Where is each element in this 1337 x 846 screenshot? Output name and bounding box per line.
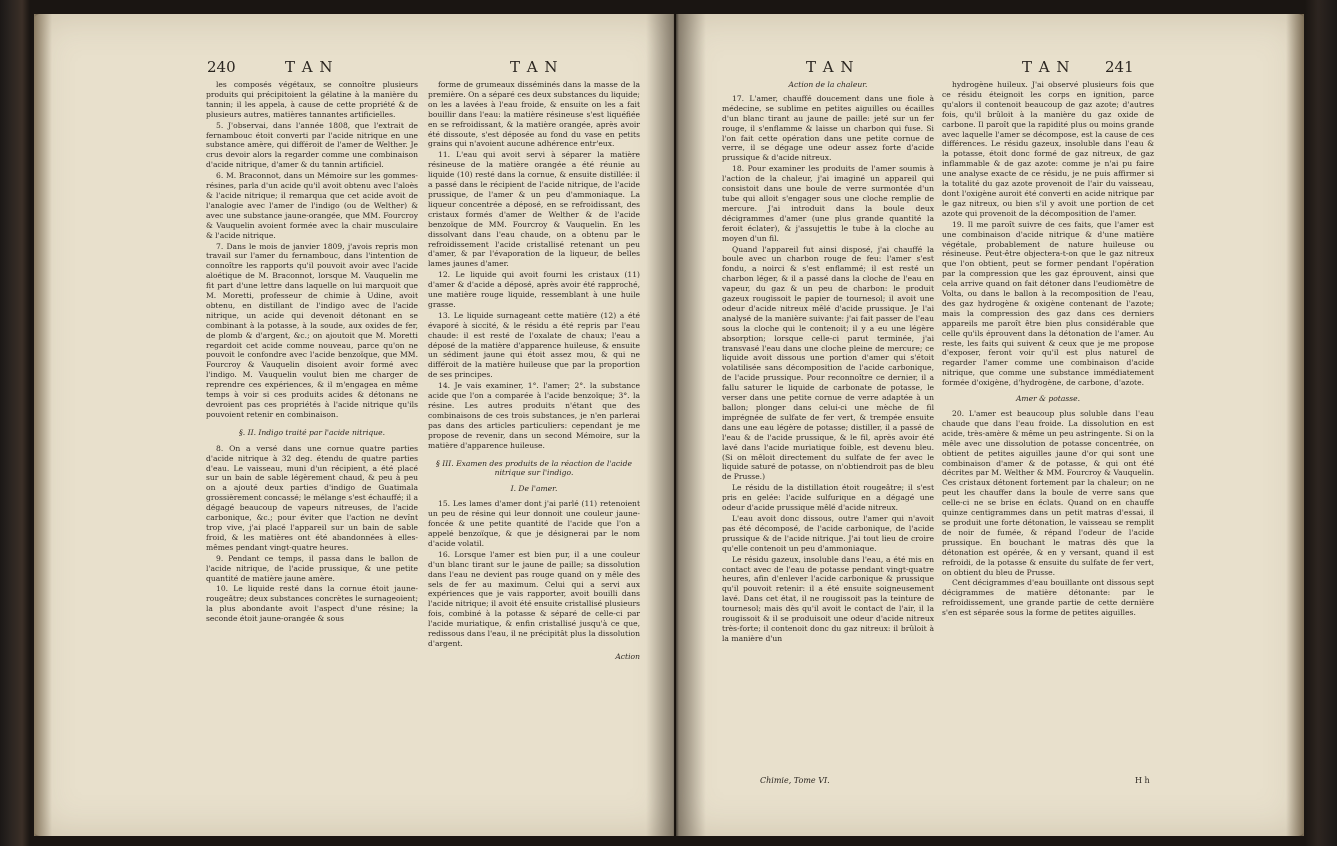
paragraph: 16. Lorsque l'amer est bien pur, il a une couleur d'un blanc tirant sur le jaune de paille; sa dissolution dans l'eau ne devient pas rouge quand on y mêle des sels de fer au maximum. Celui qui a servi aux expériences que je vais rapporter, avoit bouilli dans l'acide nitrique; il avoit été ensuite cristallisé plusieurs fois, combiné à la potasse & séparé de celle-ci par l'acide muriatique, & enfin cristallisé jusqu'à ce que, redissous dans l'eau, il ne précipitât plus la dissolution d'argent. — [428, 549, 641, 648]
paragraph: 18. Pour examiner les produits de l'amer soumis à l'action de la chaleur, j'ai imaginé un appareil qui consistoit dans une boule de verre surmontée d'un tube qui alloit s'engager sous une cloche remplie de mercure. J'ai introduit dans la boule deux décigrammes d'amer (une plus grande quantité la feroit éclater), & j'assujettis le tube à la cloche au moyen d'un fil. — [722, 164, 934, 243]
section-heading: § III. Examen des produits de la réaction de l'acide nitrique sur l'indigo. — [436, 458, 632, 478]
signature-mark: H h — [1135, 776, 1150, 785]
paragraph: 7. Dans le mois de janvier 1809, j'avois repris mon travail sur l'amer du fernambouc, dans l'intention de connoître les rapports qu'il pouvoit avoir avec l'acide aloétique de M. Braconnot, lorsque M. Vauquelin me fit part d'une lettre dans laquelle on lui marquoit que M. Moretti, professeur de chimie à Udine, avoit obtenu, en distillant de l'indigo avec de l'acide nitrique, un acide qui devenoit détonant en se combinant à la potasse, à la soude, aux oxides de fer, de plomb & d'argent, &c.; on ajoutoit que M. Moretti regardoit cet acide comme nouveau, parce qu'on ne pouvoit le confondre avec l'acide benzoïque, que MM. Fourcroy & Vauquelin disoient avoir formé avec l'indigo. M. Vauquelin voulut bien me charger de reprendre ces expériences, & il m'engagea en même temps à voir si ces produits acides & détonans ne devroient pas ces propriétés à l'acide nitrique qu'ils pouvoient retenir en combinaison. — [206, 241, 418, 419]
paragraph: 12. Le liquide qui avoit fourni les cristaux (11) d'amer & d'acide a déposé, après avoir été rapproché, une matière rouge liquide, ressemblant à une huile grasse. — [428, 270, 640, 309]
left-column-2 — [428, 80, 640, 662]
right-column-1 — [722, 80, 934, 645]
paragraph: L'eau avoit donc dissous, outre l'amer qui n'avoit pas été décomposé, de l'acide carbonique, de l'acide prussique & de l'acide nitrique. J'ai tout lieu de croire qu'elle contenoit un peu d'ammoniaque. — [722, 513, 934, 553]
right-column-head: T A N — [806, 58, 855, 76]
left-page-edge — [34, 14, 52, 836]
right-running-head: T A N — [1022, 58, 1071, 76]
paragraph: forme de grumeaux disséminés dans la masse de la première. On a séparé ces deux substances du liquide; on les a lavées à l'eau froide, & ensuite on les a fait bouillir dans l'eau: la matière résineuse s'est liquéfiée en se refroidissant, & la matière orangée, après avoir été dissoute, s'est déposée au fond du vase en petits grains qui n'avoient aucune adhérence entr'eux. — [428, 80, 640, 149]
paragraph: 13. Le liquide surnageant cette matière (12) a été évaporé à siccité, & le résidu a été repris par l'eau chaude: il est resté de l'oxalate de chaux; l'eau a déposé de la matière d'apparence huileuse, & ensuite un sédiment jaune qui étoit assez mou, & qui ne différoit de la matière huileuse que par la proportion de ses principes. — [428, 310, 640, 380]
subsection-heading: Amer & potasse. — [1015, 394, 1081, 404]
right-page-number: 241 — [1105, 58, 1134, 76]
paragraph: 10. Le liquide resté dans la cornue étoit jaune-rougeâtre; deux substances concrètes le surnageoient; la plus abondante avoit l'aspect d'une résine; la seconde étoit jaune-orangée & sous — [206, 584, 418, 624]
subsection-heading: I. De l'amer. — [510, 484, 558, 494]
paragraph: 14. Je vais examiner, 1°. l'amer; 2°. la substance acide que l'on a comparée à l'acide benzoïque; 3°. la résine. Les autres produits n'étant que des combinaisons de ces trois substances, je n'en parlerai pas dans des articles particuliers: cependant je me propose de revenir, dans un second Mémoire, sur la matière d'apparence huileuse. — [428, 381, 640, 450]
right-page-edge — [1286, 14, 1304, 836]
paragraph: 5. J'observai, dans l'année 1808, que l'extrait de fernambouc étoit converti par l'acide nitrique en une substance amère, qui différoit de l'amer de Welther. Je crus devoir alors la regarder comme une combinaison d'acide nitrique, d'amer & du tannin artificiel. — [206, 120, 418, 170]
paragraph: 20. L'amer est beaucoup plus soluble dans l'eau chaude que dans l'eau froide. La dissolution en est acide, très-amère & même un peu astringente. Si on la mêle avec une dissolution de potasse concentrée, on obtient de petites aiguilles jaune d'or qui sont une combinaison d'amer & de potasse, & qui ont été décrites par M. Welther & MM. Fourcroy & Vauquelin. Ces cristaux détonent fortement par la chaleur; on ne peut les chauffer dans la boule de verre sans que celle-ci ne se brise en éclats. Quand on en chauffe quinze centigrammes dans un petit matras d'essai, il se produit une forte détonation, le vaisseau se remplit de noir de fumée, & répand l'odeur de l'acide prussique. En bouchant le matras dès que la détonation est opérée, & en y versant, quand il est refroidi, de la potasse & ensuite du sulfate de fer vert, on obtient du bleu de Prusse. — [942, 409, 1154, 577]
paragraph: Le résidu de la distillation étoit rougeâtre; il s'est pris en gelée: l'acide sulfurique en a dégagé une odeur d'acide prussique mêlé d'acide nitreux. — [722, 483, 934, 513]
paragraph: 19. Il me paroît suivre de ces faits, que l'amer est une combinaison d'acide nitrique & d'une matière végétale, probablement de nature huileuse ou résineuse. Peut-être objectera-t-on que le gaz nitreux que l'on obtient, peut se former pendant l'opération par la compression que les gaz éprouvent, ainsi que cela arrive quand on fait détoner dans l'eudiomètre de Volta, ou dans le ballon à la recomposition de l'eau, des gaz hydrogène & oxigène contenant de l'azote; mais la compression des gaz dans ces derniers appareils me paroît être bien plus considérable que celle qu'ils éprouvent dans la détonation de l'amer. Au reste, les faits qui suivent & ceux que je me propose d'exposer, feront voir qu'il est plus naturel de regarder l'amer comme une combinaison d'acide nitrique, que comme une substance immédiatement formée d'oxigène, d'hydrogène, de carbone, d'azote. — [942, 219, 1154, 388]
paragraph: 17. L'amer, chauffé doucement dans une fiole à médecine, se sublime en petites aiguilles ou écailles d'un blanc tirant au jaune de paille: jeté sur un fer rouge, il s'enflamme & laisse un charbon qui fuse. Si l'on fait cette opération dans une petite cornue de verre, il se dégage une odeur assez forte d'acide prussique & d'acide nitreux. — [722, 93, 934, 163]
signature-line: Chimie, Tome VI. — [760, 776, 830, 785]
catchword: Action — [615, 651, 640, 661]
left-page-number: 240 — [207, 58, 236, 76]
paragraph: Cent décigrammes d'eau bouillante ont dissous sept décigrammes de matière détonante: par le refroidissement, une grande partie de cette dernière s'en est séparée sous la forme de petites aiguilles. — [942, 578, 1154, 618]
paragraph: 15. Les lames d'amer dont j'ai parlé (11) retenoient un peu de résine qui leur donnoit une couleur jaune-foncée & une petite quantité de l'acide que l'on a appelé benzoïque, & que je désignerai par le nom d'acide volatil. — [428, 499, 640, 548]
left-column-head: T A N — [510, 58, 559, 76]
paragraph: 6. M. Braconnot, dans un Mémoire sur les gommes-résines, parla d'un acide qu'il avoit obtenu avec l'aloès & l'acide nitrique; il remarqua que cet acide avoit de l'analogie avec l'amer de l'indigo (ou de Welther) & avec une substance jaune-orangée, que MM. Fourcroy & Vauquelin avoient formée avec la chair musculaire & l'acide nitrique. — [206, 171, 418, 240]
paragraph: 11. L'eau qui avoit servi à séparer la matière résineuse de la matière orangée a été réunie au liquide (10) resté dans la cornue, & ensuite distillée: il a passé dans le récipient de l'acide nitrique, de l'acide prussique, de l'amer & un peu d'ammoniaque. La liqueur concentrée a déposé, en se refroidissant, des cristaux formés d'amer de Welther & de l'acide benzoïque de MM. Fourcroy & Vauquelin. En les dissolvant dans l'eau chaude, on a obtenu par le refroidissement l'acide cristallisé retenant un peu d'amer, & par l'évaporation de la liqueur, de belles lames jaunes d'amer. — [428, 150, 640, 269]
left-running-head: T A N — [285, 58, 334, 76]
paragraph: Quand l'appareil fut ainsi disposé, j'ai chauffé la boule avec un charbon rouge de feu: l'amer s'est fondu, a noirci & s'est enflammé; il est resté un charbon léger, & il a passé dans la cloche de l'eau en vapeur, du gaz & un peu de charbon: le produit gazeux rougissoit le papier de tournesol; il avoit une odeur d'acide nitreux mêlé d'acide prussique. Je l'ai analysé de la manière suivante: j'ai fait passer de l'eau sous la cloche qui le contenoit; il y a eu une légère absorption; lorsque celle-ci parut terminée, j'ai transvasé l'eau dans une cloche pleine de mercure; ce liquide avoit dissous une portion d'amer qui s'étoit volatilisée sans décomposition de l'acide carbonique, de l'acide prussique. Pour reconnoître ce dernier, il a fallu saturer le liquide de carbonate de potasse, le verser dans une petite cornue de verre adaptée à un ballon; plonger dans celui-ci une mèche de fil imprégnée de sulfate de fer vert, & trempée ensuite dans une eau légère de potasse; distiller, il a passé de l'eau & de l'acide prussique, & le fil, après avoir été lavé dans l'acide muriatique foible, est devenu bleu. (Si on mêloit directement du sulfate de fer avec le liquide saturé de potasse, on n'obtiendroit pas de bleu de Prusse.) — [722, 244, 934, 482]
section-heading: Action de la chaleur. — [788, 80, 868, 89]
paragraph: 9. Pendant ce temps, il passa dans le ballon de l'acide nitrique, de l'acide prussique, & une petite quantité de matière jaune amère. — [206, 553, 418, 583]
paragraph: hydrogène huileux. J'ai observé plusieurs fois que ce résidu éteignoit les corps en ignition, parce qu'alors il contenoit beaucoup de gaz azote; d'autres fois, qu'il brûloit à la manière du gaz oxide de carbone. Il paroît que la rapidité plus ou moins grande avec laquelle l'amer se décompose, est la cause de ces différences. Le résidu gazeux, insoluble dans l'eau & la potasse, étoit donc formé de gaz nitreux, de gaz inflammable & de gaz azote: comme je n'ai pu faire une analyse exacte de ce résidu, je ne puis affirmer si la totalité du gaz azote provenoit de l'air du vaisseau, dont l'oxigène auroit été converti en acide nitrique par le gaz nitreux, ou bien s'il y avoit une portion de cet azote qui provenoit de la décomposition de l'amer. — [942, 80, 1154, 218]
paragraph: les composés végétaux, se connoître plusieurs produits qui précipitoient la gélatine à la manière du tannin; il les appela, à cause de cette propriété & de plusieurs autres, matières tannantes artificielles. — [206, 80, 418, 119]
paragraph: Le résidu gazeux, insoluble dans l'eau, a été mis en contact avec de l'eau de potasse pendant vingt-quatre heures, afin d'enlever l'acide carbonique & prussique qu'il pouvoit retenir: il a été ensuite soigneusement lavé. Dans cet état, il ne rougissoit pas la teinture de tournesol; mais dès qu'il avoit le contact de l'air, il la rougissoit & il se produisoit une odeur d'acide nitreux très-forte; il contenoit donc du gaz nitreux: il brûloit à la manière d'un — [722, 554, 934, 643]
section-heading: §. II. Indigo traité par l'acide nitrique. — [238, 427, 386, 437]
right-column-2 — [942, 80, 1154, 619]
left-column-1 — [206, 80, 418, 625]
paragraph: 8. On a versé dans une cornue quatre parties d'acide nitrique à 32 deg. étendu de quatre parties d'eau. Le vaisseau, muni d'un récipient, a été placé sur un bain de sable légèrement chaud, & peu à peu on a ajouté deux parties d'indigo de Guatimala grossièrement concassé; le mélange s'est échauffé; il a dégagé beaucoup de vapeurs nitreuses, de l'acide carbonique, &c.; pour éviter que l'action ne devînt trop vive, j'ai placé l'appareil sur un bain de sable froid, & les matières ont été abandonnées à elles-mêmes pendant vingt-quatre heures. — [206, 443, 418, 552]
